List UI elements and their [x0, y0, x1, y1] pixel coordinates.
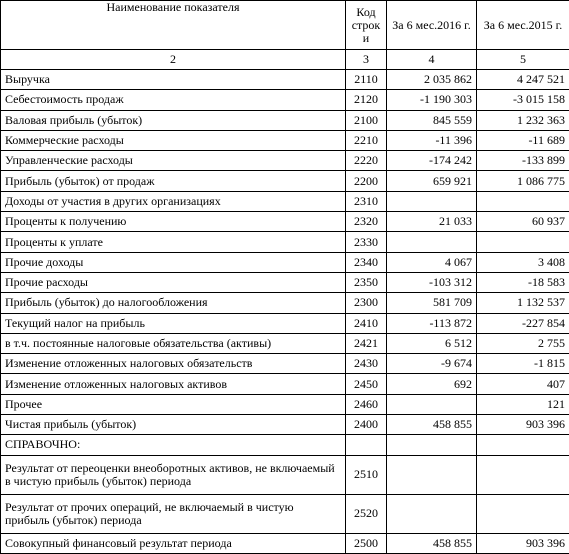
row-code: 2310 — [346, 191, 387, 211]
row-name: Изменение отложенных налоговых обязательств — [1, 354, 346, 374]
row-value-2015: -1 815 — [477, 354, 569, 374]
table-row — [1, 455, 569, 494]
row-value-2016: -113 872 — [387, 313, 477, 333]
row-value-2015: 121 — [477, 394, 569, 414]
row-value-2015: 903 396 — [477, 533, 569, 553]
row-name: Доходы от участия в других организациях — [1, 191, 346, 211]
row-value-2016 — [387, 435, 477, 455]
row-value-2016 — [387, 191, 477, 211]
row-name: Совокупный финансовый результат периода — [1, 533, 346, 553]
row-value-2015: -11 689 — [477, 130, 569, 150]
row-code: 2120 — [346, 90, 387, 110]
table-row — [1, 494, 569, 533]
row-code: 2410 — [346, 313, 387, 333]
table-row — [1, 70, 569, 90]
table-row — [1, 374, 569, 394]
row-value-2016: -1 190 303 — [387, 90, 477, 110]
row-code: 2320 — [346, 212, 387, 232]
table-row — [1, 191, 569, 211]
row-code: 2520 — [346, 494, 387, 533]
col-number: 2 — [1, 50, 346, 70]
table-row — [1, 533, 569, 553]
row-value-2016: -174 242 — [387, 151, 477, 171]
table-row — [1, 130, 569, 150]
row-value-2016 — [387, 394, 477, 414]
row-name: Прибыль (убыток) до налогообложения — [1, 293, 346, 313]
row-name: в т.ч. постоянные налоговые обязательства (активы) — [1, 333, 346, 353]
row-code: 2100 — [346, 110, 387, 130]
row-code: 2460 — [346, 394, 387, 414]
row-name: Прибыль (убыток) от продаж — [1, 171, 346, 191]
row-code: 2500 — [346, 533, 387, 553]
row-value-2016: 458 855 — [387, 533, 477, 553]
row-value-2015: -3 015 158 — [477, 90, 569, 110]
row-name: Изменение отложенных налоговых активов — [1, 374, 346, 394]
table-row — [1, 232, 569, 252]
row-name: Результат от прочих операций, не включаемый в чистую прибыль (убыток) периода — [1, 494, 346, 533]
row-value-2016: -9 674 — [387, 354, 477, 374]
row-value-2015: 407 — [477, 374, 569, 394]
row-value-2015: -18 583 — [477, 272, 569, 292]
row-name: Управленческие расходы — [1, 151, 346, 171]
table-row — [1, 110, 569, 130]
row-value-2016: 458 855 — [387, 415, 477, 435]
row-value-2016: -11 396 — [387, 130, 477, 150]
table-row — [1, 313, 569, 333]
row-value-2016: 2 035 862 — [387, 70, 477, 90]
row-name: СПРАВОЧНО: — [1, 435, 346, 455]
column-number-row — [1, 50, 569, 70]
row-code: 2400 — [346, 415, 387, 435]
header-row — [1, 1, 569, 50]
row-name: Коммерческие расходы — [1, 130, 346, 150]
table-row — [1, 394, 569, 414]
header-name: Наименование показателя — [1, 1, 346, 50]
row-code: 2510 — [346, 455, 387, 494]
row-value-2016: 581 709 — [387, 293, 477, 313]
table-row — [1, 212, 569, 232]
row-code: 2450 — [346, 374, 387, 394]
row-value-2015: 2 755 — [477, 333, 569, 353]
row-value-2016: 4 067 — [387, 252, 477, 272]
row-value-2016 — [387, 232, 477, 252]
col-number: 3 — [346, 50, 387, 70]
row-value-2015 — [477, 494, 569, 533]
row-name: Чистая прибыль (убыток) — [1, 415, 346, 435]
table-row — [1, 171, 569, 191]
row-value-2016: 659 921 — [387, 171, 477, 191]
row-code: 2430 — [346, 354, 387, 374]
header-2015: За 6 мес.2015 г. — [477, 1, 569, 50]
row-name: Выручка — [1, 70, 346, 90]
row-name: Текущий налог на прибыль — [1, 313, 346, 333]
row-value-2015: -133 899 — [477, 151, 569, 171]
row-value-2016: -103 312 — [387, 272, 477, 292]
row-code: 2220 — [346, 151, 387, 171]
row-code: 2300 — [346, 293, 387, 313]
row-value-2015: -227 854 — [477, 313, 569, 333]
row-value-2015: 1 232 363 — [477, 110, 569, 130]
row-value-2016: 845 559 — [387, 110, 477, 130]
header-code: Код строк и — [346, 1, 387, 50]
row-code: 2330 — [346, 232, 387, 252]
row-value-2015 — [477, 435, 569, 455]
table-row — [1, 354, 569, 374]
col-number: 5 — [477, 50, 569, 70]
header-2016: За 6 мес.2016 г. — [387, 1, 477, 50]
row-code: 2210 — [346, 130, 387, 150]
row-name: Прочее — [1, 394, 346, 414]
row-value-2016: 21 033 — [387, 212, 477, 232]
row-value-2016 — [387, 494, 477, 533]
table-row — [1, 333, 569, 353]
row-value-2015 — [477, 191, 569, 211]
table-row — [1, 252, 569, 272]
row-value-2016: 692 — [387, 374, 477, 394]
row-value-2015: 1 132 537 — [477, 293, 569, 313]
row-code — [346, 435, 387, 455]
row-code: 2110 — [346, 70, 387, 90]
row-code: 2340 — [346, 252, 387, 272]
table-row — [1, 415, 569, 435]
row-value-2015 — [477, 455, 569, 494]
row-name: Прочие доходы — [1, 252, 346, 272]
row-code: 2350 — [346, 272, 387, 292]
row-code: 2421 — [346, 333, 387, 353]
table-row — [1, 90, 569, 110]
row-name: Проценты к получению — [1, 212, 346, 232]
row-value-2015: 903 396 — [477, 415, 569, 435]
table-row — [1, 272, 569, 292]
row-value-2015: 1 086 775 — [477, 171, 569, 191]
table-row — [1, 435, 569, 455]
row-name: Результат от переоценки внеоборотных активов, не включаемый в чистую прибыль (убыток) периода — [1, 455, 346, 494]
row-name: Проценты к уплате — [1, 232, 346, 252]
col-number: 4 — [387, 50, 477, 70]
table-row — [1, 151, 569, 171]
row-name: Валовая прибыль (убыток) — [1, 110, 346, 130]
row-value-2016: 6 512 — [387, 333, 477, 353]
row-value-2015: 60 937 — [477, 212, 569, 232]
row-value-2015: 4 247 521 — [477, 70, 569, 90]
row-name: Прочие расходы — [1, 272, 346, 292]
row-value-2016 — [387, 455, 477, 494]
row-name: Себестоимость продаж — [1, 90, 346, 110]
row-value-2015: 3 408 — [477, 252, 569, 272]
row-code: 2200 — [346, 171, 387, 191]
row-value-2015 — [477, 232, 569, 252]
table-row — [1, 293, 569, 313]
